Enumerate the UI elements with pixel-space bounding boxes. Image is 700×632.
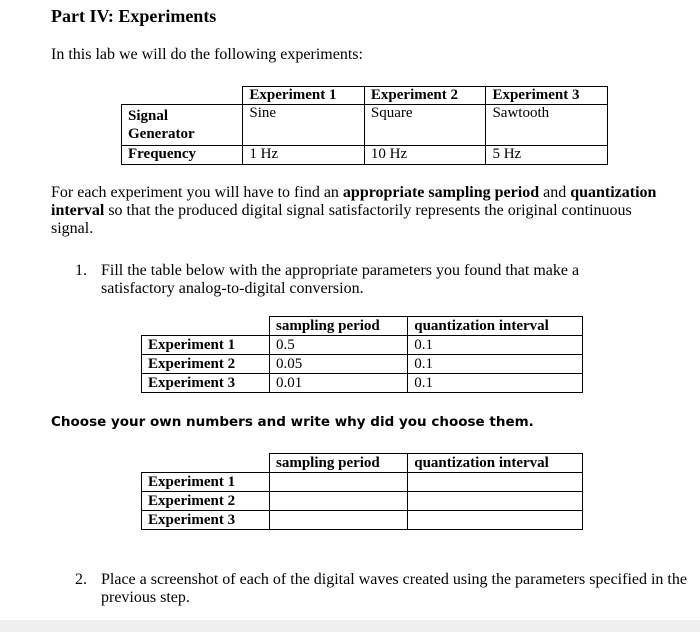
own-numbers-table xyxy=(141,453,583,530)
table2-corner xyxy=(142,317,270,336)
table1-cell-sine: Sine xyxy=(243,105,365,146)
table1-cell-freq3: 5 Hz xyxy=(486,146,608,165)
table-row xyxy=(142,374,583,393)
table3-row-label: Experiment 3 xyxy=(142,511,270,530)
table-row xyxy=(142,492,583,511)
table3-corner xyxy=(142,454,270,473)
parameters-table xyxy=(141,316,583,393)
table-row xyxy=(122,105,608,146)
para-text-2: and xyxy=(539,184,571,201)
list-number: 1. xyxy=(75,262,87,279)
table2-row-label: Experiment 2 xyxy=(142,355,270,374)
table1-cell-square: Square xyxy=(364,105,486,146)
para-bold-sampling: appropriate sampling period xyxy=(342,184,540,201)
table1-cell-freq2: 10 Hz xyxy=(364,146,486,165)
table3-cell-sampling[interactable] xyxy=(270,473,408,492)
table-row xyxy=(142,511,583,530)
experiments-table xyxy=(121,86,608,165)
table2-cell-sampling: 0.05 xyxy=(270,355,408,374)
table1-corner xyxy=(122,87,243,105)
table3-row-label: Experiment 1 xyxy=(142,473,270,492)
para-text-3: so that the produced digital signal satisfactorily represents the original continuous signal. xyxy=(51,202,632,237)
table1-row-label-frequency: Frequency xyxy=(122,146,243,165)
table2-row-label: Experiment 3 xyxy=(142,374,270,393)
table1-header-exp2: Experiment 2 xyxy=(364,87,486,105)
para-bold-quantization: quantization interval xyxy=(51,184,657,219)
table-row xyxy=(142,473,583,492)
table2-row-label: Experiment 1 xyxy=(142,336,270,355)
list-text: Fill the table below with the appropriate parameters you found that make a satisfactory analog-to-digital conversion. xyxy=(101,262,580,297)
list-text: Place a screenshot of each of the digital waves created using the parameters specified in the previous step. xyxy=(101,571,687,606)
table1-header-exp1: Experiment 1 xyxy=(243,87,365,105)
table3-header-sampling: sampling period xyxy=(270,454,408,473)
table2-cell-quant: 0.1 xyxy=(408,336,583,355)
list-number: 2. xyxy=(75,571,87,588)
table2-header-quant: quantization interval xyxy=(408,317,583,336)
table3-cell-sampling[interactable] xyxy=(270,511,408,530)
table2-cell-sampling: 0.5 xyxy=(270,336,408,355)
choose-instruction: Choose your own numbers and write why did you choose them. xyxy=(51,414,534,430)
table1-cell-sawtooth: Sawtooth xyxy=(486,105,608,146)
table3-cell-sampling[interactable] xyxy=(270,492,408,511)
table1-cell-freq1: 1 Hz xyxy=(243,146,365,165)
para-text-1: For each experiment you will have to find an xyxy=(51,184,343,201)
table3-cell-quant[interactable] xyxy=(408,473,583,492)
table2-cell-sampling: 0.01 xyxy=(270,374,408,393)
table-row xyxy=(142,336,583,355)
page-bottom-strip xyxy=(0,620,700,632)
table2-cell-quant: 0.1 xyxy=(408,374,583,393)
table1-header-exp3: Experiment 3 xyxy=(486,87,608,105)
table3-row-label: Experiment 2 xyxy=(142,492,270,511)
table3-header-quant: quantization interval xyxy=(408,454,583,473)
section-heading: Part IV: Experiments xyxy=(51,6,217,26)
intro-text: In this lab we will do the following experiments: xyxy=(51,46,363,63)
table3-cell-quant[interactable] xyxy=(408,492,583,511)
instructions-paragraph xyxy=(51,184,676,238)
table2-cell-quant: 0.1 xyxy=(408,355,583,374)
table-row xyxy=(142,355,583,374)
table1-row-label-signal: Signal Generator xyxy=(122,105,243,146)
table-row xyxy=(122,146,608,165)
table3-cell-quant[interactable] xyxy=(408,511,583,530)
table2-header-sampling: sampling period xyxy=(270,317,408,336)
